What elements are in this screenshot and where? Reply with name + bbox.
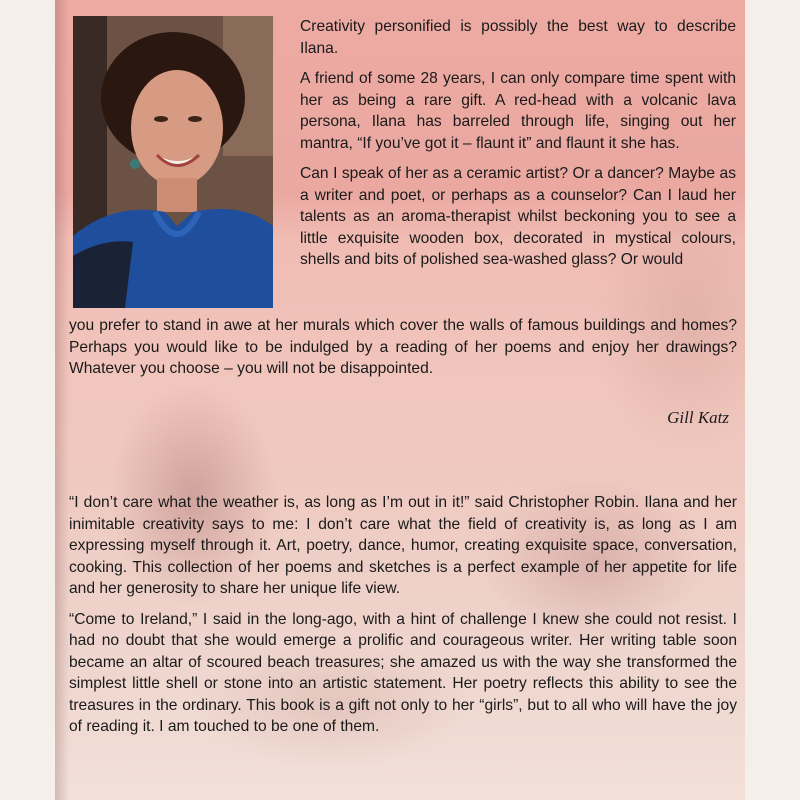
second-text-block bbox=[69, 492, 737, 747]
intro-text-block bbox=[300, 16, 736, 280]
intro-continuation bbox=[69, 315, 737, 389]
second-paragraph: “Come to Ireland,” I said in the long-ago, with a hint of challenge I knew she could not resist. I had no doubt that she would emerge a prolific and courageous writer. Her writing table soon became an altar of scoured beach treasures; she amazed us with the way she transformed the simplest little shell or stone into an artistic statement. Her poetry reflects this ability to see the treasures in the ordinary. This book is a gift not only to her “girls”, but to all who will have the joy of reading it. I am touched to be one of them. bbox=[69, 610, 737, 735]
intro-continuation-text: you prefer to stand in awe at her murals which cover the walls of famous buildings and homes? Perhaps you would like to be indulged by a reading of her poems and enjoy her drawings? Whatever you choose – you will not be disappointed. bbox=[69, 317, 737, 377]
intro-paragraph: Creativity personified is possibly the best way to describe Ilana. bbox=[300, 18, 736, 57]
portrait-icon bbox=[73, 16, 273, 308]
author-signature: Gill Katz bbox=[667, 408, 729, 427]
portrait-photo bbox=[73, 16, 273, 308]
page-edge-shadow bbox=[55, 0, 69, 800]
second-paragraph: “I don’t care what the weather is, as long as I’m out in it!” said Christopher Robin. Ilana and her inimitable creativity says to me: I don’t care what the field of creativity is, as long as I am expressing myself through it. Art, poetry, dance, humor, creating exquisite space, conversation, cooking. This collection of her poems and sketches is a perfect example of her appetite for life and her generosity to share her unique life view. bbox=[69, 494, 737, 597]
document-page bbox=[55, 0, 745, 800]
intro-paragraph: A friend of some 28 years, I can only compare time spent with her as being a rare gift. A red-head with a volcanic lava persona, Ilana has barreled through life, singing out her mantra, “If you’ve got it – flaunt it” and flaunt it she has. bbox=[300, 70, 736, 152]
intro-paragraph: Can I speak of her as a ceramic artist? Or a dancer? Maybe as a writer and poet, or perhaps as a counselor? Can I laud her talents as an aroma-therapist whilst beckoning you to see a little exquisite wooden box, decorated in mystical colours, shells and bits of polished sea-washed glass? Or would bbox=[300, 165, 736, 268]
